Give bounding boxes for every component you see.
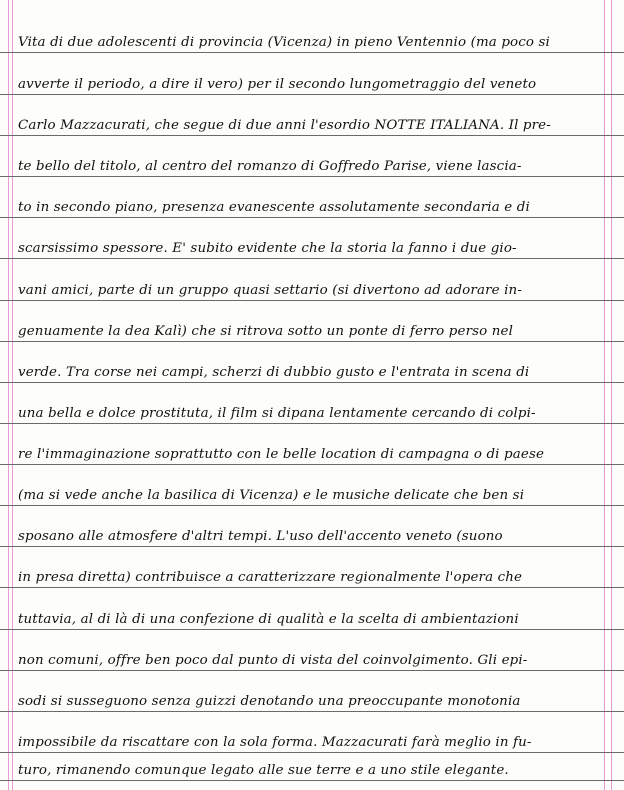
handwritten-line: in presa diretta) contribuisce a caratterizzare regionalmente l'opera che xyxy=(18,570,523,585)
right-margin-line xyxy=(611,0,612,790)
handwritten-line: sposano alle atmosfere d'altri tempi. L'uso dell'accento veneto (suono xyxy=(18,529,503,544)
handwritten-line: turo, rimanendo comunque legato alle sue terre e a uno stile elegante. xyxy=(18,763,509,778)
handwritten-line: (ma si vede anche la basilica di Vicenza) e le musiche delicate che ben si xyxy=(18,488,525,503)
handwritten-line: scarsissimo spessore. E' subito evidente che la storia la fanno i due gio- xyxy=(18,241,517,256)
handwritten-line: tuttavia, al di là di una confezione di qualità e la scelta di ambientazioni xyxy=(18,612,519,627)
handwritten-line: non comuni, offre ben poco dal punto di vista del coinvolgimento. Gli epi- xyxy=(18,653,528,668)
handwritten-line: Carlo Mazzacurati, che segue di due anni l'esordio NOTTE ITALIANA. Il pre- xyxy=(18,118,551,133)
handwritten-line: te bello del titolo, al centro del romanzo di Goffredo Parise, viene lascia- xyxy=(18,159,522,174)
handwritten-line: vani amici, parte di un gruppo quasi settario (si divertono ad adorare in- xyxy=(18,283,522,298)
handwritten-line: impossibile da riscattare con la sola forma. Mazzacurati farà meglio in fu- xyxy=(18,735,532,750)
handwritten-line: verde. Tra corse nei campi, scherzi di dubbio gusto e l'entrata in scena di xyxy=(18,365,530,380)
handwritten-line: to in secondo piano, presenza evanescente assolutamente secondaria e di xyxy=(18,200,530,215)
handwritten-line: genuamente la dea Kalì) che si ritrova sotto un ponte di ferro perso nel xyxy=(18,324,514,339)
handwritten-line: avverte il periodo, a dire il vero) per il secondo lungometraggio del veneto xyxy=(18,77,537,92)
left-margin-line xyxy=(8,0,9,790)
handwritten-line: una bella e dolce prostituta, il film si dipana lentamente cercando di colpi- xyxy=(18,406,536,421)
handwritten-line: Vita di due adolescenti di provincia (Vicenza) in pieno Ventennio (ma poco si xyxy=(18,35,550,50)
left-margin-line xyxy=(12,0,13,790)
handwritten-line: sodi si susseguono senza guizzi denotando una preoccupante monotonia xyxy=(18,694,521,709)
handwritten-line: re l'immaginazione soprattutto con le belle location di campagna o di paese xyxy=(18,447,545,462)
right-margin-line xyxy=(604,0,605,790)
